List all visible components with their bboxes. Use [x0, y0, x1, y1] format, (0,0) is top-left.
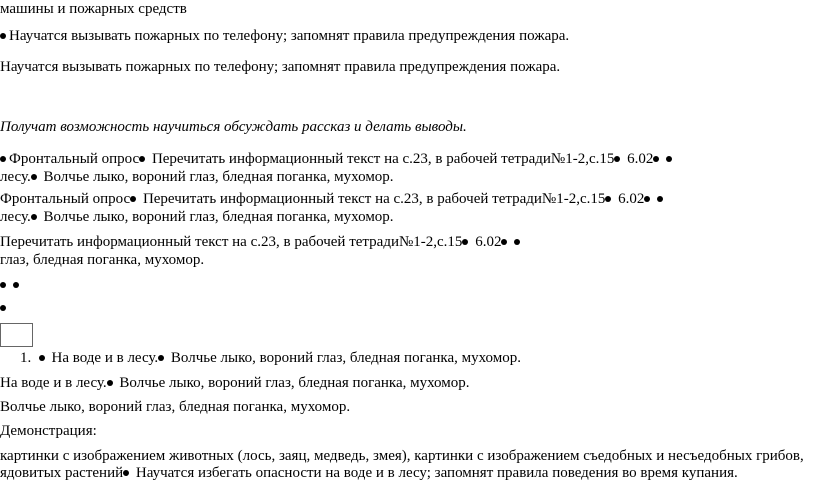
- bullet-icon: [462, 239, 468, 245]
- text-line: глаз, бледная поганка, мухомор.: [0, 252, 205, 268]
- bullet-icon: [31, 174, 37, 180]
- bullet-icon: [653, 156, 659, 162]
- text-line: картинки с изображением животных (лось, заяц, медведь, змея), картинки с изображением съедобных и несъедобных грибов,: [0, 448, 804, 464]
- bullet-icon: [0, 305, 6, 311]
- empty-box: [0, 323, 33, 347]
- bullet-icon: [666, 156, 672, 162]
- bullet-icon: [0, 282, 6, 288]
- numbered-list-item: 1. На воде и в лесу. Волчье лыко, вороний глаз, бледная поганка, мухомор.: [20, 350, 521, 366]
- text-line: Волчье лыко, вороний глаз, бледная поганка, мухомор.: [0, 399, 351, 415]
- text-line: машины и пожарных средств: [0, 1, 187, 17]
- text-line: На воде и в лесу. Волчье лыко, вороний глаз, бледная поганка, мухомор.: [0, 375, 470, 391]
- text-line: Фронтальный опрос Перечитать информационный текст на с.23, в рабочей тетради№1-2,с.15 6.02: [0, 190, 666, 208]
- bullet-icon: [130, 196, 136, 202]
- text-line: Научатся вызывать пожарных по телефону; запомнят правила предупреждения пожара.: [0, 27, 569, 45]
- text-line: Получат возможность научиться обсуждать рассказ и делать выводы.: [0, 119, 467, 135]
- text-line: Научатся вызывать пожарных по телефону; запомнят правила предупреждения пожара.: [0, 59, 561, 75]
- bullet-icon: [13, 282, 19, 288]
- bullet-icon: [657, 196, 663, 202]
- text-line: лесу. Волчье лыко, вороний глаз, бледная поганка, мухомор.: [0, 209, 394, 225]
- bullet-icon: [614, 156, 620, 162]
- bullet-icon: [39, 355, 45, 361]
- bullet-line: [0, 299, 9, 317]
- bullet-icon: [644, 196, 650, 202]
- text-line: Демонстрация:: [0, 423, 97, 439]
- bullet-icon: [139, 156, 145, 162]
- bullet-icon: [107, 380, 113, 386]
- bullet-icon: [0, 33, 6, 39]
- text-line: лесу. Волчье лыко, вороний глаз, бледная поганка, мухомор.: [0, 169, 394, 185]
- bullet-icon: [514, 239, 520, 245]
- bullet-icon: [123, 470, 129, 476]
- bullet-line: [0, 276, 22, 294]
- bullet-icon: [605, 196, 611, 202]
- bullet-icon: [501, 239, 507, 245]
- text-line: Перечитать информационный текст на с.23, в рабочей тетради№1-2,с.15 6.02: [0, 233, 523, 251]
- bullet-icon: [0, 156, 6, 162]
- bullet-icon: [31, 214, 37, 220]
- text-line: ядовитых растений Научатся избегать опасности на воде и в лесу; запомнят правила поведения во время купания.: [0, 465, 738, 481]
- bullet-icon: [158, 355, 164, 361]
- text-line: Фронтальный опрос Перечитать информационный текст на с.23, в рабочей тетради№1-2,с.15 6.02: [0, 150, 675, 168]
